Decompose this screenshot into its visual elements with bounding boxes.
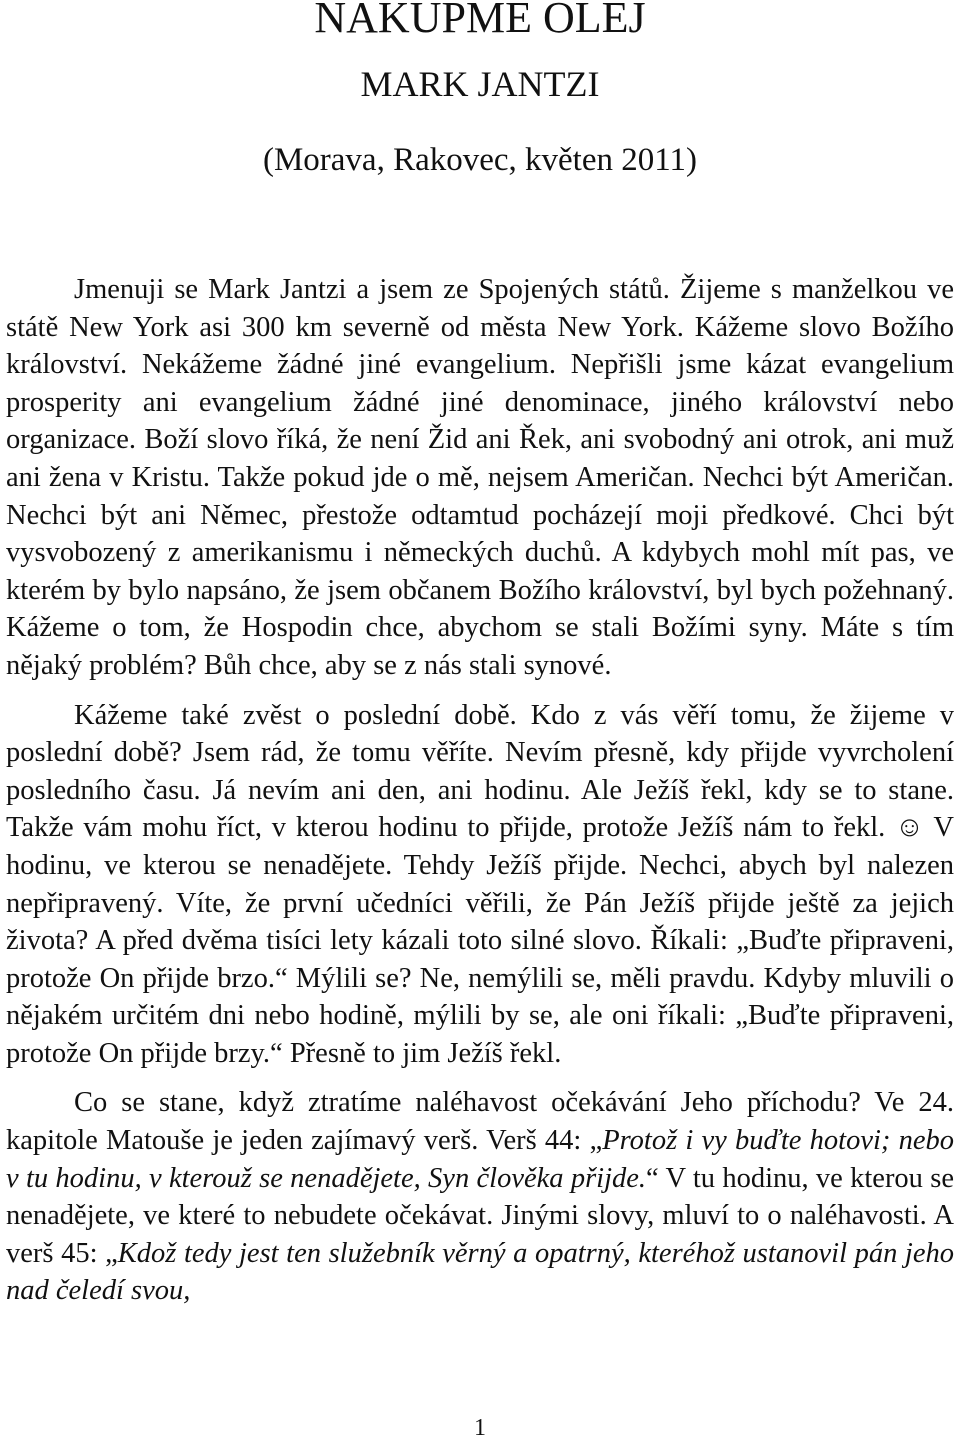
document-title: NAKUPME OLEJ xyxy=(314,0,646,42)
author-name: MARK JANTZI xyxy=(360,64,600,104)
paragraph-3-text-b: “ V tu hodinu, ve kterou se nenadějete, ve které to nebudete očekávat. Jinými slovy, mluví to o naléhavosti. A verš 45: „ xyxy=(6,1162,954,1269)
paragraph-2 xyxy=(6,697,954,1073)
page-number: 1 xyxy=(474,1415,486,1441)
paragraph-1-text: Jmenuji se Mark Jantzi a jsem ze Spojených států. Žijeme s manželkou ve státě New York asi 300 km severně od města New York. Kážeme slovo Božího království. Nekážeme žádné jiné evangelium. Nepřišli jsme kázat evangelium prosperity ani evangelium žádné jiné denominace, jiného království nebo organizace. Boží slovo říká, že není Žid ani Řek, ani svobodný ani otrok, ani muž ani žena v Kristu. Takže pokud jde o mě, nejsem Američan. Nechci být Američan. Nechci být ani Němec, přestože odtamtud pocházejí moji předkové. Chci být vysvobozený z amerikanismu i německých duchů. A kdybych mohl mít pas, ve kterém by bylo napsáno, že jsem občanem Božího království, byl bych požehnaný. Kážeme o tom, že Hospodin chce, abychom se stali Božími syny. Máte s tím nějaký problém? Bůh chce, aby se z nás stali synové. xyxy=(6,274,954,681)
quote-verse-44: Protož i vy buďte hotovi; nebo v tu hodinu, v kterouž se nenadějete, Syn člověka přijde. xyxy=(6,1125,954,1194)
quote-verse-45: Kdož tedy jest ten služebník věrný a opatrný, kteréhož ustanovil pán jeho nad čeledí svou, xyxy=(6,1237,954,1307)
document-body xyxy=(6,271,954,1310)
paragraph-1 xyxy=(6,271,954,685)
paragraph-2-text: Kážeme také zvěst o poslední době. Kdo z vás věří tomu, že žijeme v poslední době? Jsem rád, že tomu věříte. Nevím přesně, kdy přijde vyvrcholení posledního času. Já nevím ani den, ani hodinu. Ale Ježíš řekl, kdy se to stane. Takže vám mohu říct, v kterou hodinu to přijde, protože Ježíš nám to řekl. ☺ V hodinu, ve kterou se nenadějete. Tehdy Ježíš přijde. Nechci, abych byl nalezen nepřipravený. Víte, že první učedníci věřili, že Pán Ježíš přijde ještě za jejich života? A před dvěma tisíci lety kázali toto silné slovo. Říkali: „Buďte připraveni, protože On přijde brzo.“ Mýlili se? Ne, nemýlili se, měli pravdu. Kdyby mluvili o nějakém určitém dni nebo hodině, mýlili by se, ale oni říkali: „Buďte připraveni, protože On přijde brzy.“ Přesně to jim Ježíš řekl. xyxy=(6,699,954,1069)
document-subtitle: (Morava, Rakovec, květen 2011) xyxy=(262,142,698,178)
paragraph-3-text-a: Co se stane, když ztratíme naléhavost očekávání Jeho příchodu? Ve 24. kapitole Matouše je jeden zajímavý verš. Verš 44: „ xyxy=(6,1087,954,1157)
paragraph-3 xyxy=(6,1084,954,1310)
